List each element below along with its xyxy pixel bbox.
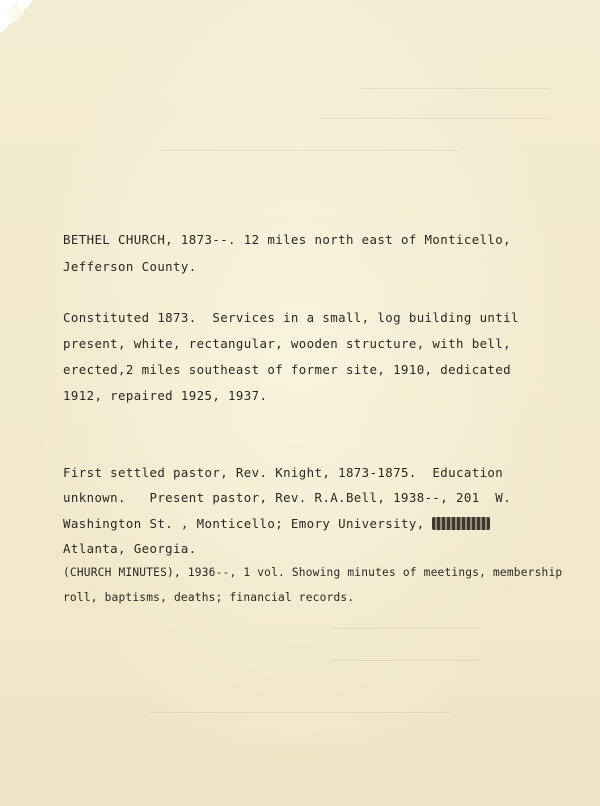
records-line-2: roll, baptisms, deaths; financial records. — [63, 591, 355, 604]
show-through-rule — [360, 88, 550, 89]
pastor-line-2: unknown. Present pastor, Rev. R.A.Bell, 1938--, 201 W. — [63, 490, 512, 505]
show-through-rule — [150, 712, 450, 713]
history-line-1: Constituted 1873. Services in a small, log building until — [63, 310, 519, 325]
heading-line-2: Jefferson County. — [63, 259, 197, 274]
history-line-4: 1912, repaired 1925, 1937. — [63, 388, 268, 403]
show-through-rule — [330, 660, 480, 661]
pastor-line-3-wrap — [63, 516, 490, 531]
pastor-line-1: First settled pastor, Rev. Knight, 1873-1875. Education — [63, 465, 504, 480]
pastor-line-3: Washington St. , Monticello; Emory University, — [63, 516, 425, 531]
pastor-line-4: Atlanta, Georgia. — [63, 541, 197, 556]
history-line-3: erected,2 miles southeast of former site, 1910, dedicated — [63, 362, 512, 377]
show-through-rule — [160, 150, 460, 151]
records-line-1: (CHURCH MINUTES), 1936--, 1 vol. Showing minutes of meetings, membership — [63, 566, 563, 579]
history-line-2: present, white, rectangular, wooden structure, with bell, — [63, 336, 512, 351]
show-through-rule — [330, 628, 480, 629]
heading-line-1: BETHEL CHURCH, 1873--. 12 miles north east of Monticello, — [63, 232, 512, 247]
typed-over-mark — [432, 517, 490, 530]
show-through-rule — [320, 118, 550, 119]
